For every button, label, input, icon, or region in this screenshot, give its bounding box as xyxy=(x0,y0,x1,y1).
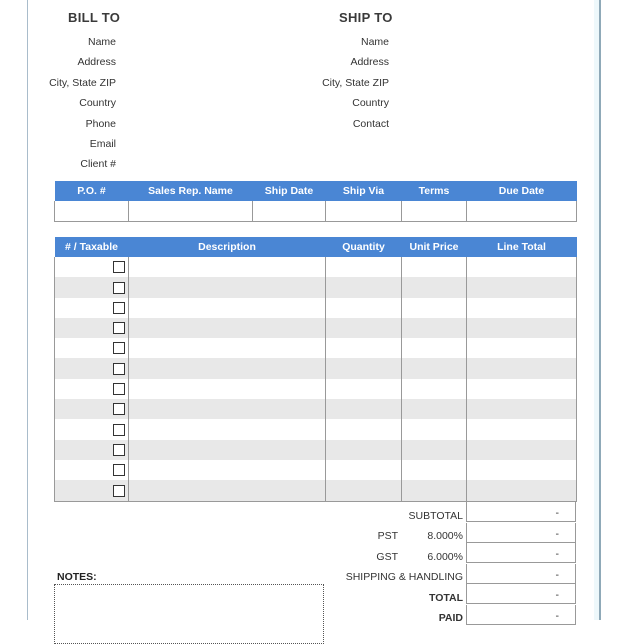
pst-rate[interactable]: 8.000% xyxy=(427,530,463,542)
description-cell[interactable] xyxy=(129,440,326,460)
table-row xyxy=(55,379,577,399)
quantity-cell[interactable] xyxy=(326,338,402,358)
unit-price-cell[interactable] xyxy=(402,358,467,378)
po-table-row xyxy=(55,201,577,222)
gst-value: - xyxy=(466,543,576,563)
description-cell[interactable] xyxy=(129,277,326,297)
line-total-cell[interactable] xyxy=(467,298,577,318)
table-row xyxy=(55,298,577,318)
ship-date-cell[interactable] xyxy=(253,201,326,222)
po-number-cell[interactable] xyxy=(55,201,129,222)
table-row xyxy=(55,338,577,358)
paid-value[interactable]: - xyxy=(466,605,576,625)
description-cell[interactable] xyxy=(129,318,326,338)
taxable-checkbox[interactable] xyxy=(113,322,125,334)
col-sales-rep: Sales Rep. Name xyxy=(129,181,253,201)
unit-price-cell[interactable] xyxy=(402,298,467,318)
unit-price-cell[interactable] xyxy=(402,460,467,480)
quantity-cell[interactable] xyxy=(326,358,402,378)
taxable-cell[interactable] xyxy=(55,419,129,439)
taxable-checkbox[interactable] xyxy=(113,261,125,273)
table-row xyxy=(55,257,577,277)
items-table xyxy=(54,237,577,502)
pst-label: PST xyxy=(377,530,398,542)
taxable-cell[interactable] xyxy=(55,358,129,378)
taxable-cell[interactable] xyxy=(55,440,129,460)
col-ship-date: Ship Date xyxy=(253,181,326,201)
po-table-header xyxy=(55,181,577,201)
terms-cell[interactable] xyxy=(402,201,467,222)
quantity-cell[interactable] xyxy=(326,480,402,501)
col-description: Description xyxy=(129,237,326,257)
notes-field[interactable] xyxy=(54,584,324,644)
line-total-cell[interactable] xyxy=(467,379,577,399)
unit-price-cell[interactable] xyxy=(402,338,467,358)
ship-to-country-label: Country xyxy=(352,97,389,109)
line-total-cell[interactable] xyxy=(467,419,577,439)
col-due-date: Due Date xyxy=(467,181,577,201)
page-border-left xyxy=(27,0,28,620)
po-table xyxy=(54,181,577,222)
taxable-checkbox[interactable] xyxy=(113,383,125,395)
unit-price-cell[interactable] xyxy=(402,419,467,439)
bill-to-email-label: Email xyxy=(89,138,116,150)
taxable-cell[interactable] xyxy=(55,257,129,277)
line-total-cell[interactable] xyxy=(467,440,577,460)
line-total-cell[interactable] xyxy=(467,460,577,480)
quantity-cell[interactable] xyxy=(326,460,402,480)
ship-to-city-label: City, State ZIP xyxy=(322,77,389,89)
unit-price-cell[interactable] xyxy=(402,440,467,460)
table-row xyxy=(55,419,577,439)
col-taxable: # / Taxable xyxy=(55,237,129,257)
ship-to-contact-label: Contact xyxy=(352,118,389,130)
taxable-checkbox[interactable] xyxy=(113,403,125,415)
description-cell[interactable] xyxy=(129,298,326,318)
col-quantity: Quantity xyxy=(326,237,402,257)
ship-to-title: SHIP TO xyxy=(339,10,393,25)
taxable-cell[interactable] xyxy=(55,480,129,501)
total-value: - xyxy=(466,584,576,604)
bill-to-name-label: Name xyxy=(87,36,116,48)
line-total-cell[interactable] xyxy=(467,358,577,378)
taxable-checkbox[interactable] xyxy=(113,444,125,456)
description-cell[interactable] xyxy=(129,480,326,501)
table-row xyxy=(55,480,577,501)
quantity-cell[interactable] xyxy=(326,298,402,318)
taxable-checkbox[interactable] xyxy=(113,363,125,375)
taxable-cell[interactable] xyxy=(55,399,129,419)
sales-rep-cell[interactable] xyxy=(129,201,253,222)
line-total-cell[interactable] xyxy=(467,480,577,501)
taxable-cell[interactable] xyxy=(55,460,129,480)
taxable-cell[interactable] xyxy=(55,298,129,318)
ship-to-address-label: Address xyxy=(350,56,389,68)
shipping-value[interactable]: - xyxy=(466,564,576,584)
bill-to-country-label: Country xyxy=(79,97,116,109)
quantity-cell[interactable] xyxy=(326,277,402,297)
taxable-checkbox[interactable] xyxy=(113,342,125,354)
items-table-header xyxy=(55,237,577,257)
bill-to-city-label: City, State ZIP xyxy=(49,77,116,89)
taxable-checkbox[interactable] xyxy=(113,302,125,314)
unit-price-cell[interactable] xyxy=(402,318,467,338)
table-row xyxy=(55,358,577,378)
taxable-cell[interactable] xyxy=(55,379,129,399)
quantity-cell[interactable] xyxy=(326,379,402,399)
pst-value: - xyxy=(466,523,576,543)
bill-to-phone-label: Phone xyxy=(85,118,116,130)
taxable-cell[interactable] xyxy=(55,318,129,338)
unit-price-cell[interactable] xyxy=(402,399,467,419)
description-cell[interactable] xyxy=(129,399,326,419)
description-cell[interactable] xyxy=(129,257,326,277)
description-cell[interactable] xyxy=(129,460,326,480)
notes-label: NOTES: xyxy=(57,571,97,583)
taxable-cell[interactable] xyxy=(55,338,129,358)
subtotal-value[interactable]: - xyxy=(466,502,576,522)
description-cell[interactable] xyxy=(129,379,326,399)
gst-label: GST xyxy=(376,551,398,563)
gst-rate[interactable]: 6.000% xyxy=(427,551,463,563)
table-row xyxy=(55,440,577,460)
line-total-cell[interactable] xyxy=(467,257,577,277)
unit-price-cell[interactable] xyxy=(402,480,467,501)
description-cell[interactable] xyxy=(129,419,326,439)
unit-price-cell[interactable] xyxy=(402,277,467,297)
taxable-checkbox[interactable] xyxy=(113,424,125,436)
taxable-checkbox[interactable] xyxy=(113,464,125,476)
unit-price-cell[interactable] xyxy=(402,379,467,399)
paid-label: PAID xyxy=(438,612,463,624)
description-cell[interactable] xyxy=(129,338,326,358)
bill-to-client-label: Client # xyxy=(80,158,116,170)
col-line-total: Line Total xyxy=(467,237,577,257)
table-row xyxy=(55,277,577,297)
quantity-cell[interactable] xyxy=(326,399,402,419)
table-row xyxy=(55,399,577,419)
line-total-cell[interactable] xyxy=(467,338,577,358)
subtotal-label: SUBTOTAL xyxy=(408,510,463,522)
line-total-cell[interactable] xyxy=(467,277,577,297)
col-terms: Terms xyxy=(402,181,467,201)
description-cell[interactable] xyxy=(129,358,326,378)
page-border-right xyxy=(599,0,601,620)
total-label: TOTAL xyxy=(428,592,463,604)
table-row xyxy=(55,318,577,338)
col-unit-price: Unit Price xyxy=(402,237,467,257)
ship-via-cell[interactable] xyxy=(326,201,402,222)
ship-to-name-label: Name xyxy=(360,36,389,48)
quantity-cell[interactable] xyxy=(326,318,402,338)
due-date-cell[interactable] xyxy=(467,201,577,222)
taxable-checkbox[interactable] xyxy=(113,485,125,497)
line-total-cell[interactable] xyxy=(467,318,577,338)
taxable-cell[interactable] xyxy=(55,277,129,297)
shipping-label: SHIPPING & HANDLING xyxy=(345,571,463,583)
quantity-cell[interactable] xyxy=(326,257,402,277)
bill-to-title: BILL TO xyxy=(68,10,121,25)
line-total-cell[interactable] xyxy=(467,399,577,419)
col-ship-via: Ship Via xyxy=(326,181,402,201)
quantity-cell[interactable] xyxy=(326,419,402,439)
table-row xyxy=(55,460,577,480)
col-po-number: P.O. # xyxy=(55,181,129,201)
unit-price-cell[interactable] xyxy=(402,257,467,277)
taxable-checkbox[interactable] xyxy=(113,282,125,294)
bill-to-address-label: Address xyxy=(77,56,116,68)
quantity-cell[interactable] xyxy=(326,440,402,460)
